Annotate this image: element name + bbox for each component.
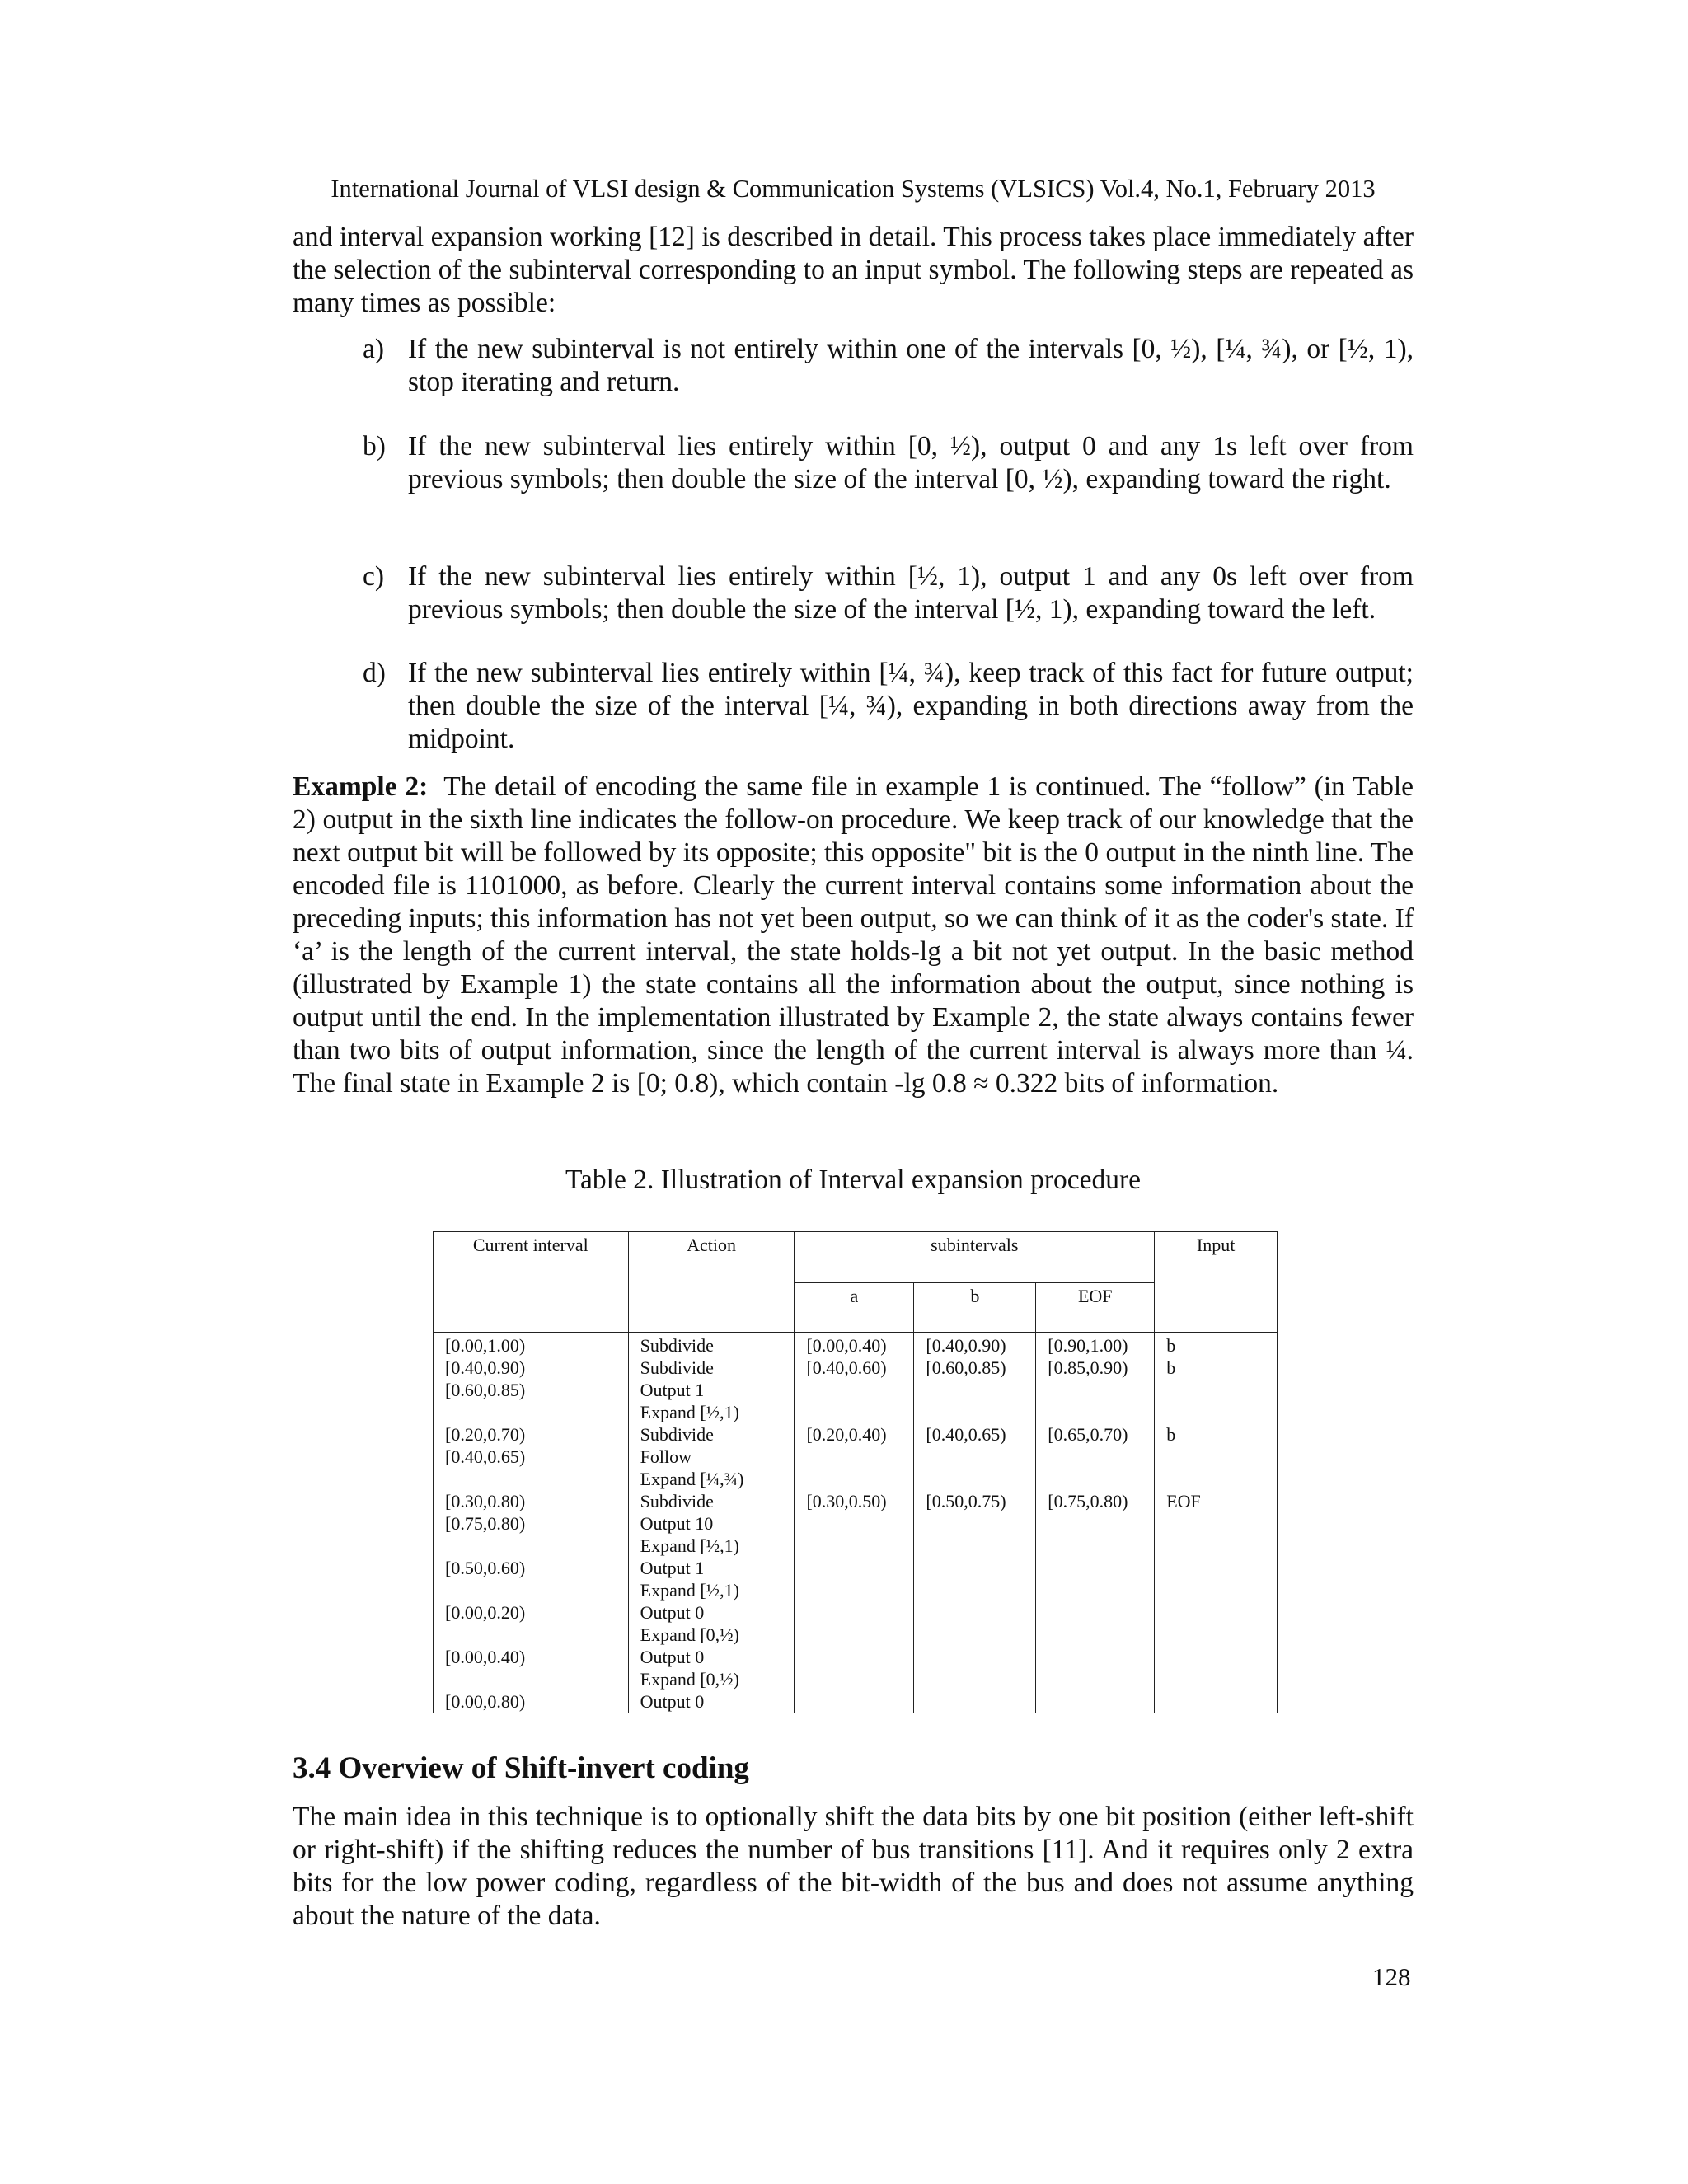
cell-subinterval-eof bbox=[1036, 1601, 1155, 1646]
cell-input bbox=[1155, 1446, 1278, 1490]
cell-subinterval-b: [0.60,0.85) bbox=[914, 1357, 1036, 1379]
cell-action: Follow Expand [¼,¾) bbox=[628, 1446, 795, 1490]
table-row bbox=[434, 1357, 1278, 1379]
cell-subinterval-eof bbox=[1036, 1379, 1155, 1423]
cell-input: EOF bbox=[1155, 1490, 1278, 1512]
cell-subinterval-b bbox=[914, 1557, 1036, 1601]
cell-subinterval-a: [0.30,0.50) bbox=[795, 1490, 914, 1512]
cell-input bbox=[1155, 1601, 1278, 1646]
cell-input bbox=[1155, 1512, 1278, 1557]
cell-current-interval: [0.75,0.80) bbox=[434, 1512, 629, 1557]
cell-subinterval-eof: [0.90,1.00) bbox=[1036, 1333, 1155, 1357]
cell-subinterval-a bbox=[795, 1446, 914, 1490]
step-text: If the new subinterval lies entirely within [¼, ¾), keep track of this fact for future output; then double the size of the interval [¼, ¾), expanding in both directions away from the midpoint. bbox=[408, 658, 1414, 754]
example-text: The detail of encoding the same file in example 1 is continued. The “follow” (in Table 2) output in the sixth line indicates the follow-on procedure. We keep track of our knowledge that the next output bit will be followed by its opposite; this opposite" bit is the 0 output in the ninth line. The encoded file is 1101000, as before. Clearly the current interval contains some information about the preceding inputs; this information has not yet been output, so we can think of it as the coder's state. If ‘a’ is the length of the current interval, the state holds-lg a bit not yet output. In the basic method (illustrated by Example 1) the state contains all the information about the output, since nothing is output until the end. In the implementation illustrated by Example 2, the state always contains fewer than two bits of output information, since the length of the current interval is always more than ¼. The final state in Example 2 is [0; 0.8), which contain -lg 0.8 ≈ 0.322 bits of information. bbox=[293, 771, 1414, 1099]
cell-input bbox=[1155, 1646, 1278, 1690]
cell-subinterval-b: [0.50,0.75) bbox=[914, 1490, 1036, 1512]
cell-subinterval-eof bbox=[1036, 1690, 1155, 1713]
cell-action: Output 0 bbox=[628, 1690, 795, 1713]
cell-input bbox=[1155, 1379, 1278, 1423]
step-c bbox=[293, 560, 1414, 626]
cell-current-interval: [0.30,0.80) bbox=[434, 1490, 629, 1512]
cell-input: b bbox=[1155, 1333, 1278, 1357]
cell-subinterval-b bbox=[914, 1512, 1036, 1557]
cell-subinterval-eof bbox=[1036, 1446, 1155, 1490]
cell-input: b bbox=[1155, 1357, 1278, 1379]
cell-subinterval-a: [0.20,0.40) bbox=[795, 1423, 914, 1446]
table-caption: Table 2. Illustration of Interval expansion procedure bbox=[565, 1165, 1142, 1195]
cell-current-interval: [0.00,0.40) bbox=[434, 1646, 629, 1690]
cell-current-interval: [0.20,0.70) bbox=[434, 1423, 629, 1446]
step-d bbox=[293, 657, 1414, 756]
step-text: If the new subinterval lies entirely within [0, ½), output 0 and any 1s left over from previous symbols; then double the size of the interval [0, ½), expanding toward the right. bbox=[408, 431, 1414, 494]
cell-action: Output 1 Expand [½,1) bbox=[628, 1379, 795, 1423]
table-row bbox=[434, 1490, 1278, 1512]
step-label: d) bbox=[363, 658, 386, 688]
cell-subinterval-b: [0.40,0.90) bbox=[914, 1333, 1036, 1357]
header-b: b bbox=[914, 1283, 1036, 1333]
cell-input bbox=[1155, 1557, 1278, 1601]
step-label: a) bbox=[363, 334, 385, 364]
cell-action: Output 0 Expand [0,½) bbox=[628, 1601, 795, 1646]
page-number: 128 bbox=[1372, 1962, 1411, 1991]
cell-subinterval-a bbox=[795, 1379, 914, 1423]
section-body bbox=[293, 1801, 1414, 1933]
section-heading: 3.4 Overview of Shift-invert coding bbox=[293, 1751, 749, 1785]
example-title: Example 2: bbox=[293, 771, 429, 802]
cell-subinterval-a: [0.00,0.40) bbox=[795, 1333, 914, 1357]
cell-subinterval-b bbox=[914, 1690, 1036, 1713]
cell-subinterval-a bbox=[795, 1557, 914, 1601]
table-row bbox=[434, 1557, 1278, 1601]
cell-input: b bbox=[1155, 1423, 1278, 1446]
header-subintervals: subintervals bbox=[795, 1232, 1155, 1283]
running-header: International Journal of VLSI design & Communication Systems (VLSICS) Vol.4, No.1, February 2013 bbox=[331, 175, 1376, 203]
header-a: a bbox=[795, 1283, 914, 1333]
cell-action: Subdivide bbox=[628, 1423, 795, 1446]
cell-subinterval-eof: [0.75,0.80) bbox=[1036, 1490, 1155, 1512]
cell-subinterval-eof bbox=[1036, 1557, 1155, 1601]
table-row bbox=[434, 1423, 1278, 1446]
cell-subinterval-b bbox=[914, 1646, 1036, 1690]
table-row bbox=[434, 1690, 1278, 1713]
intro-paragraph: and interval expansion working [12] is described in detail. This process takes place immediately after the selection of the subinterval corresponding to an input symbol. The following steps are repeated as many times as possible: bbox=[293, 222, 1414, 318]
cell-subinterval-a bbox=[795, 1646, 914, 1690]
cell-current-interval: [0.00,0.80) bbox=[434, 1690, 629, 1713]
step-label: b) bbox=[363, 431, 386, 462]
table-row bbox=[434, 1601, 1278, 1646]
step-b bbox=[293, 430, 1414, 496]
cell-subinterval-eof bbox=[1036, 1646, 1155, 1690]
cell-subinterval-b bbox=[914, 1379, 1036, 1423]
step-text: If the new subinterval is not entirely within one of the intervals [0, ½), [¼, ¾), or [½, 1), stop iterating and return. bbox=[408, 334, 1414, 397]
cell-subinterval-b bbox=[914, 1446, 1036, 1490]
step-text: If the new subinterval lies entirely within [½, 1), output 1 and any 0s left over from previous symbols; then double the size of the interval [½, 1), expanding toward the left. bbox=[408, 561, 1414, 625]
cell-subinterval-eof: [0.85,0.90) bbox=[1036, 1357, 1155, 1379]
cell-current-interval: [0.40,0.90) bbox=[434, 1357, 629, 1379]
cell-action: Subdivide bbox=[628, 1333, 795, 1357]
table-body bbox=[434, 1333, 1278, 1713]
step-label: c) bbox=[363, 561, 385, 592]
cell-action: Output 1 Expand [½,1) bbox=[628, 1557, 795, 1601]
cell-current-interval: [0.40,0.65) bbox=[434, 1446, 629, 1490]
header-eof: EOF bbox=[1036, 1283, 1155, 1333]
cell-input bbox=[1155, 1690, 1278, 1713]
interval-expansion-table bbox=[433, 1231, 1278, 1713]
header-input: Input bbox=[1155, 1232, 1278, 1333]
table-row bbox=[434, 1333, 1278, 1357]
cell-action: Output 10 Expand [½,1) bbox=[628, 1512, 795, 1557]
cell-current-interval: [0.00,0.20) bbox=[434, 1601, 629, 1646]
table-row bbox=[434, 1512, 1278, 1557]
cell-subinterval-a bbox=[795, 1690, 914, 1713]
cell-current-interval: [0.60,0.85) bbox=[434, 1379, 629, 1423]
section-paragraph: The main idea in this technique is to optionally shift the data bits by one bit position (either left-shift or right-shift) if the shifting reduces the number of bus transitions [11]. And it requires only 2 extra bits for the low power coding, regardless of the bit-width of the bus and does not assume anything about the nature of the data. bbox=[293, 1802, 1414, 1931]
cell-subinterval-eof bbox=[1036, 1512, 1155, 1557]
cell-current-interval: [0.50,0.60) bbox=[434, 1557, 629, 1601]
example-paragraph bbox=[293, 771, 1414, 1100]
cell-subinterval-a bbox=[795, 1512, 914, 1557]
cell-current-interval: [0.00,1.00) bbox=[434, 1333, 629, 1357]
step-a bbox=[293, 333, 1414, 399]
table-row bbox=[434, 1646, 1278, 1690]
cell-subinterval-a bbox=[795, 1601, 914, 1646]
cell-subinterval-a: [0.40,0.60) bbox=[795, 1357, 914, 1379]
cell-action: Subdivide bbox=[628, 1357, 795, 1379]
cell-subinterval-b bbox=[914, 1601, 1036, 1646]
body-column bbox=[293, 221, 1414, 320]
cell-action: Output 0 Expand [0,½) bbox=[628, 1646, 795, 1690]
cell-subinterval-b: [0.40,0.65) bbox=[914, 1423, 1036, 1446]
table-row bbox=[434, 1446, 1278, 1490]
cell-subinterval-eof: [0.65,0.70) bbox=[1036, 1423, 1155, 1446]
cell-action: Subdivide bbox=[628, 1490, 795, 1512]
header-current-interval: Current interval bbox=[434, 1232, 629, 1333]
table-row bbox=[434, 1379, 1278, 1423]
header-action: Action bbox=[628, 1232, 795, 1333]
